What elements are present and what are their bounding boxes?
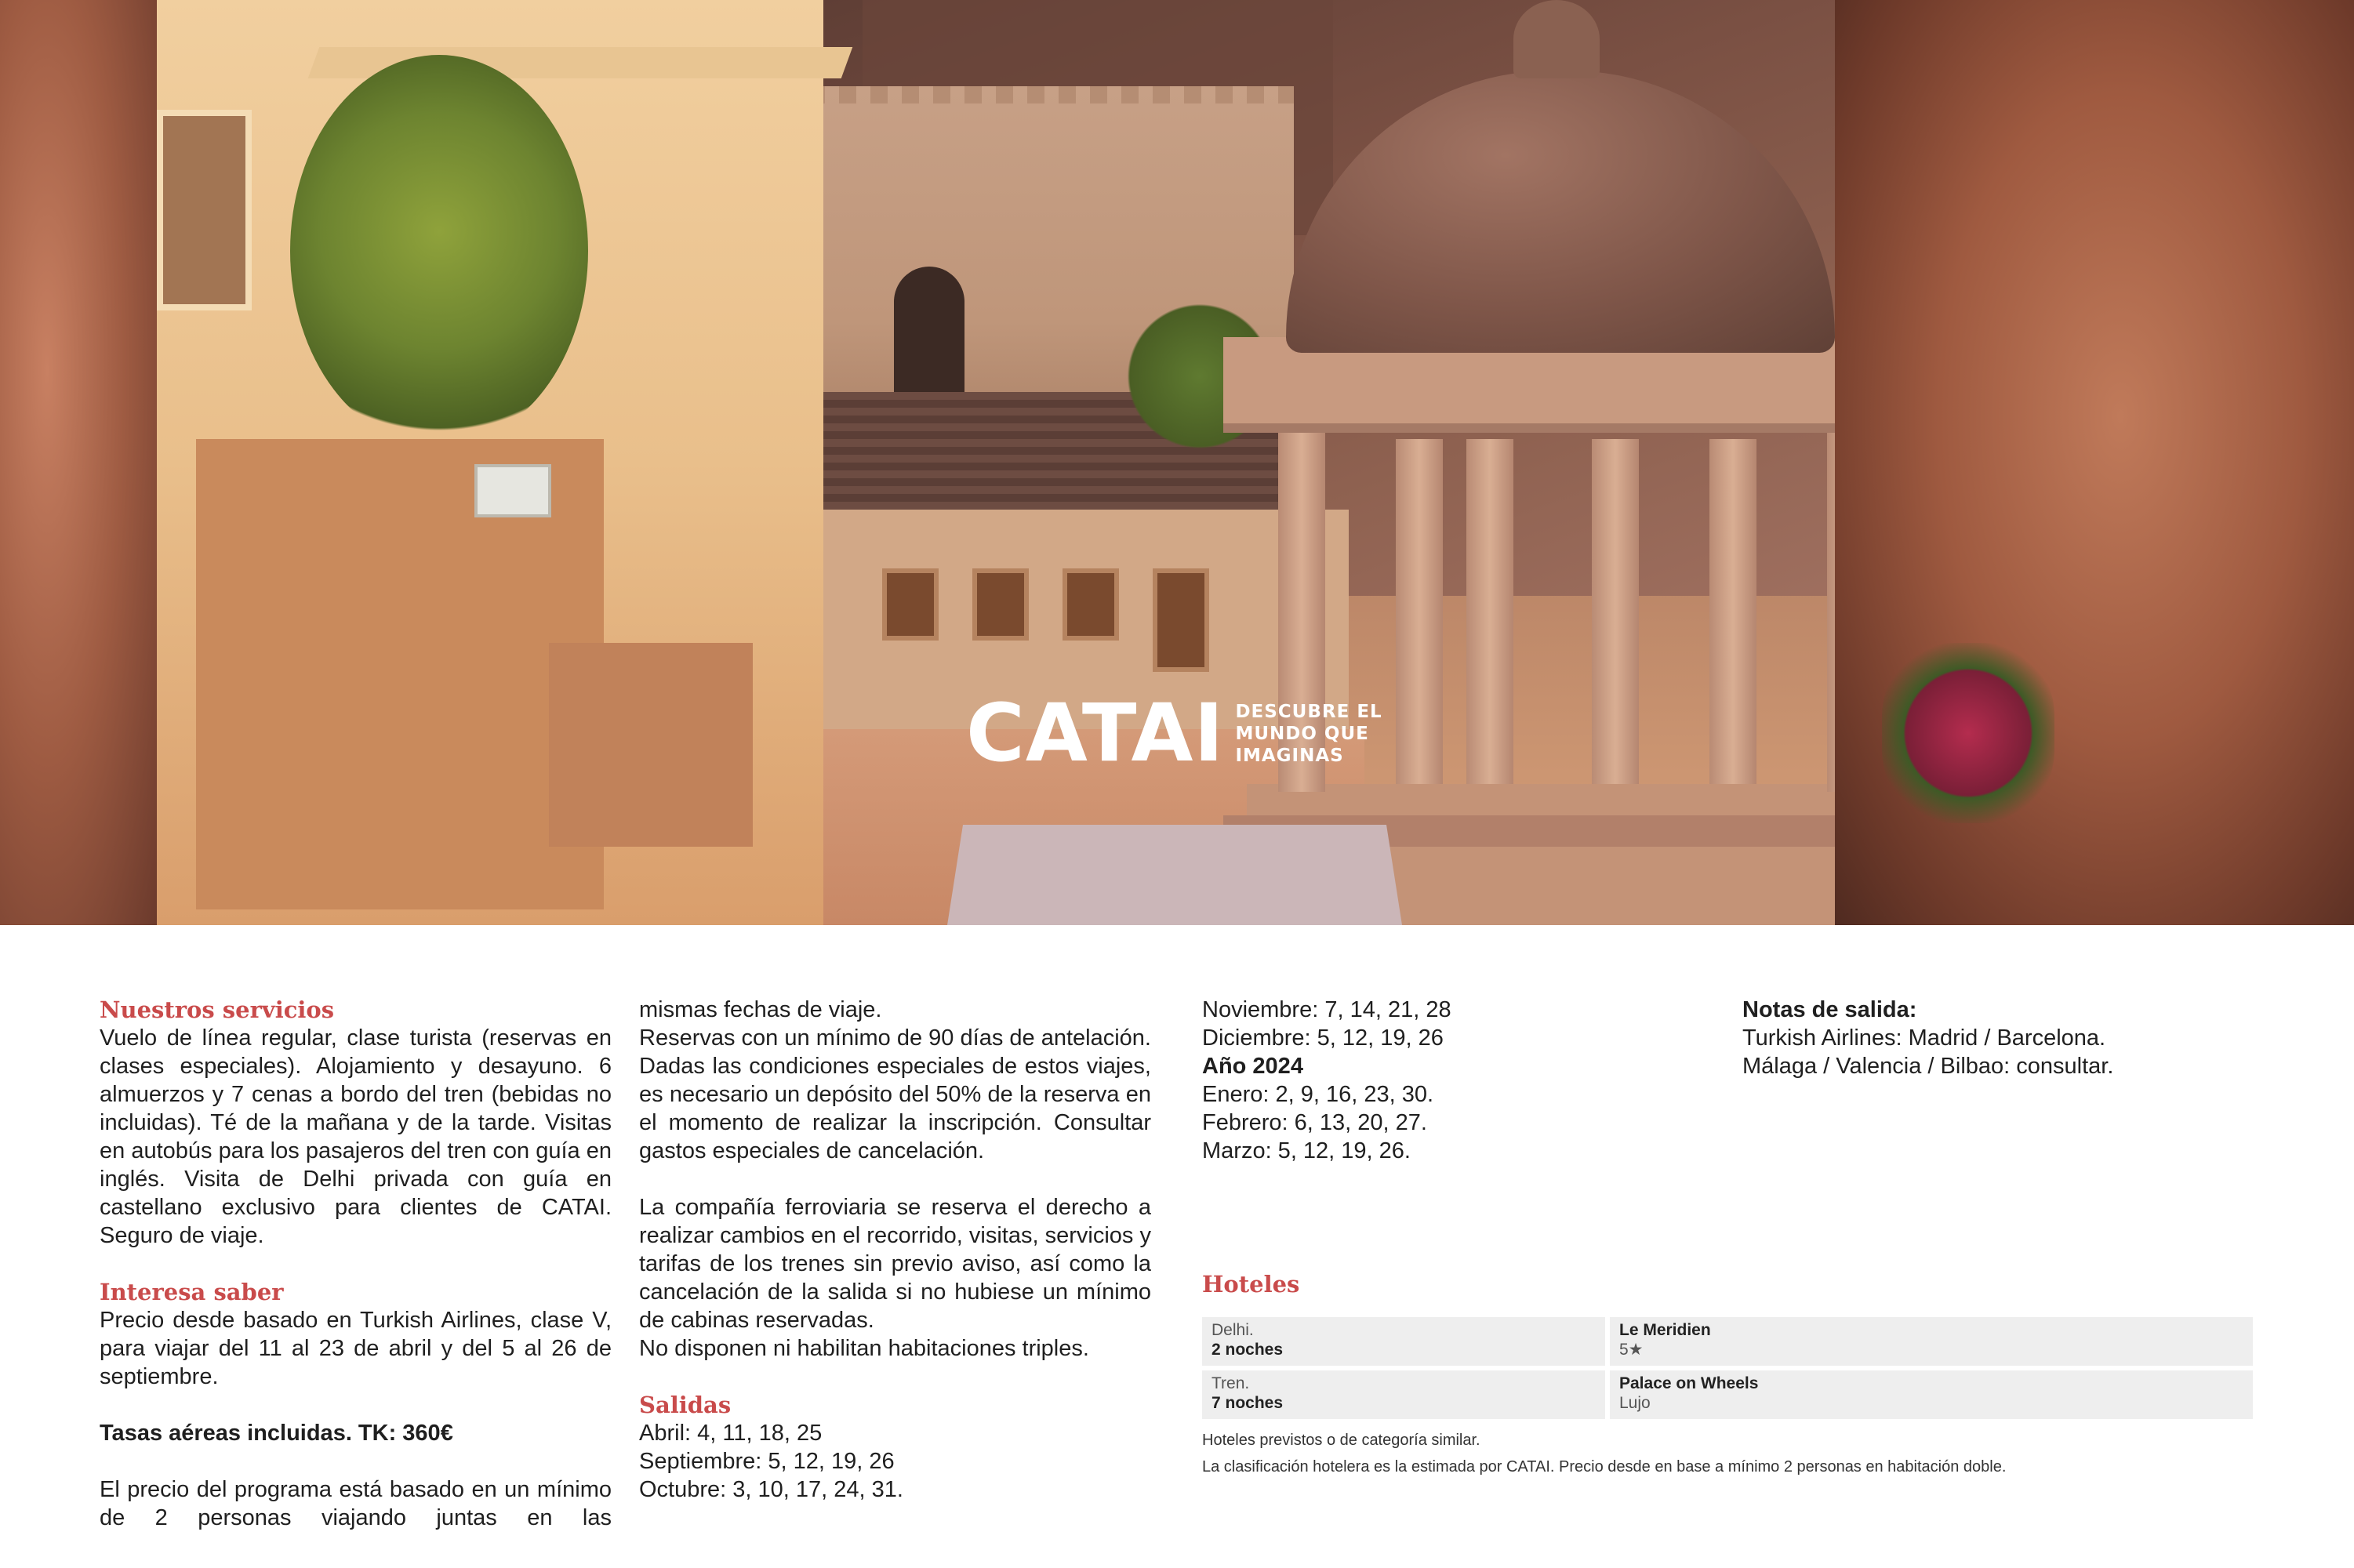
hotel-place: Delhi.: [1212, 1321, 1254, 1339]
shuttered-window: [157, 110, 252, 310]
compania-text: La compañía ferroviaria se reserva el derecho a realizar cambios en el recorrido, visitas, servicios y tarifas de los trenes sin previo aviso, así como la cancelación de la salida si no hubiese un mínimo de cabinas reservadas.: [639, 1195, 1151, 1333]
notas-line: Turkish Airlines: Madrid / Barcelona.: [1742, 1025, 2106, 1051]
hotels-note: Hoteles previstos o de categoría similar.: [1202, 1432, 1480, 1449]
interesa-heading: Interesa saber: [100, 1279, 284, 1305]
hotel-nights: 7 noches: [1212, 1394, 1284, 1412]
hotel-place: Tren.: [1212, 1374, 1250, 1392]
salida-line: Abril: 4, 11, 18, 25: [639, 1421, 823, 1446]
column-1: [100, 996, 612, 1532]
logo-tagline: [1235, 701, 1382, 767]
servicios-heading: Nuestros servicios: [100, 996, 335, 1023]
tagline-line: MUNDO QUE: [1235, 724, 1369, 744]
precio-text-cont: mismas fechas de viaje.: [639, 997, 882, 1022]
carved-stone-foreground: [0, 0, 157, 925]
column-3: [1202, 996, 1704, 1165]
pavilion-column: [1709, 439, 1756, 784]
salida-line: Marzo: 5, 12, 19, 26.: [1202, 1138, 1411, 1163]
pavilion-column: [1592, 439, 1639, 784]
salida-line: Octubre: 3, 10, 17, 24, 31.: [639, 1477, 903, 1502]
hotels-section: [1202, 1270, 2253, 1480]
logo-wordmark: CATAI: [966, 687, 1225, 780]
dome-finial: [1513, 0, 1600, 78]
hotel-category: Lujo: [1619, 1394, 1651, 1412]
salida-line: Enero: 2, 9, 16, 23, 30.: [1202, 1082, 1434, 1107]
pavilion-column: [1466, 439, 1513, 784]
column-4: [1742, 996, 2244, 1080]
window: [1063, 568, 1119, 641]
hotels-heading: Hoteles: [1202, 1271, 1300, 1298]
hotel-location-cell: [1202, 1317, 1605, 1366]
hero-tab: [947, 825, 1402, 925]
column-2: [639, 996, 1151, 1504]
window: [882, 568, 939, 641]
low-wall: [549, 643, 753, 847]
reservas-text: Reservas con un mínimo de 90 días de antelación. Dadas las condiciones especiales de estos viajes, es necesario un depósito del 50% de la reserva en el momento de realizar la inscripción. Consultar gastos especiales de cancelación.: [639, 1025, 1151, 1163]
hotel-category: 5★: [1619, 1341, 1644, 1359]
notas-line: Málaga / Valencia / Bilbao: consultar.: [1742, 1054, 2114, 1079]
hotels-note: La clasificación hotelera es la estimada por CATAI. Precio desde en base a mínimo 2 personas en habitación doble.: [1202, 1458, 2007, 1475]
bougainvillea: [1882, 643, 2054, 823]
window: [972, 568, 1029, 641]
year-heading: Año 2024: [1202, 1054, 1303, 1079]
hotel-name-cell: [1610, 1370, 2253, 1419]
catai-logo: [966, 687, 1382, 780]
salida-line: Febrero: 6, 13, 20, 27.: [1202, 1110, 1427, 1135]
notas-heading: Notas de salida:: [1742, 997, 1917, 1022]
pavilion-column: [1396, 439, 1443, 784]
table-row: [1202, 1317, 2253, 1366]
servicios-text: Vuelo de línea regular, clase turista (reservas en clases especiales). Alojamiento y desayuno. 6 almuerzos y 7 cenas a bordo del tren (bebidas no incluidas). Té de la mañana y de la tarde. Visitas en autobús para los pasajeros del tren con guía en inglés. Visita de Delhi privada con guía en castellano exclusivo para clientes de CATAI. Seguro de viaje.: [100, 1025, 612, 1248]
fort-battlements: [745, 86, 1294, 103]
hotel-name: Palace on Wheels: [1619, 1374, 1759, 1392]
tree: [290, 55, 588, 447]
hotel-name-cell: [1610, 1317, 2253, 1366]
tagline-line: DESCUBRE EL: [1235, 702, 1382, 722]
precio-text: El precio del programa está basado en un mínimo de 2 personas viajando juntas en las: [100, 1477, 612, 1530]
tagline-line: IMAGINAS: [1235, 746, 1344, 766]
interesa-text: Precio desde basado en Turkish Airlines, clase V, para viajar del 11 al 23 de abril y del 5 al 26 de septiembre.: [100, 1308, 612, 1389]
salidas-heading: Salidas: [639, 1392, 732, 1418]
hotel-name: Le Meridien: [1619, 1321, 1711, 1339]
salida-line: Noviembre: 7, 14, 21, 28: [1202, 997, 1451, 1022]
salida-line: Septiembre: 5, 12, 19, 26: [639, 1449, 895, 1474]
salida-line: Diciembre: 5, 12, 19, 26: [1202, 1025, 1444, 1051]
air-conditioner: [474, 464, 551, 517]
triples-text: No disponen ni habilitan habitaciones triples.: [639, 1336, 1089, 1361]
door: [1153, 568, 1209, 672]
tasas-text: Tasas aéreas incluidas. TK: 360€: [100, 1421, 453, 1446]
hotel-location-cell: [1202, 1370, 1605, 1419]
hotel-nights: 2 noches: [1212, 1341, 1284, 1359]
table-row: [1202, 1370, 2253, 1419]
